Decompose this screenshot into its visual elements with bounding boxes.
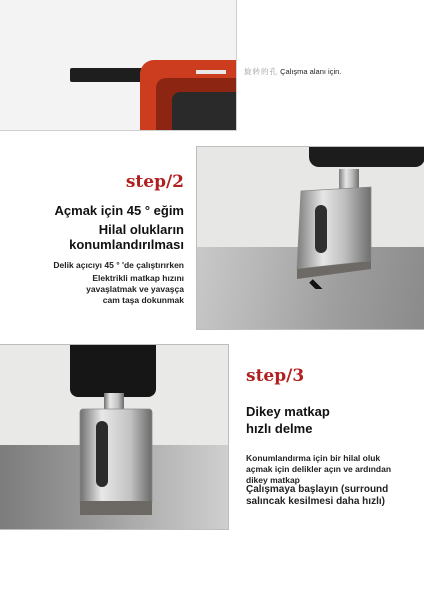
- step1-note-text: Çalışma alanı için.: [280, 67, 342, 76]
- step3-paragraph-2: [246, 484, 421, 508]
- step3-heading-2: hızlı delme: [246, 421, 313, 436]
- step2-photo: [196, 146, 424, 330]
- step2-paragraph-1: Delik açıcıyı 45 ° 'de çalıştırırken: [53, 260, 184, 270]
- drill-chuck: [309, 147, 424, 167]
- step2-title: step/2: [125, 172, 184, 192]
- step2-paragraph-2-line-3: cam taşa dokunmak: [102, 295, 184, 305]
- step2-paragraph-2-line-2: yavaşlatmak ve yavaşça: [86, 284, 184, 294]
- step3-paragraph-1-line-1: Konumlandırma için bir hilal oluk: [246, 453, 381, 463]
- hole-saw-bit-angled: [267, 169, 377, 289]
- step2-heading-2: Hilal olukların: [98, 222, 184, 237]
- step2-paragraph-2: [86, 273, 184, 306]
- step1-note-faded: 旋转的孔: [244, 67, 278, 76]
- step3-paragraph-2-line-2: salıncak kesilmesi daha hızlı): [246, 496, 385, 507]
- step1-photo: [0, 0, 237, 131]
- step1-note: [244, 66, 341, 77]
- step3-heading-1: Dikey matkap: [246, 404, 330, 419]
- step2-heading-3: konumlandırılması: [69, 237, 184, 252]
- step3-paragraph-1-line-3: dikey matkap: [246, 475, 300, 485]
- step3-paragraph-1: [246, 453, 416, 486]
- step3-paragraph-2-line-1: Çalışmaya başlayın (surround: [246, 484, 389, 495]
- step2-heading-1: Açmak için 45 ° eğim: [54, 203, 184, 218]
- step3-paragraph-1-line-2: açmak için delikler açın ve ardından: [246, 464, 392, 474]
- drill-highlight: [196, 70, 226, 74]
- drill-chuck: [70, 345, 156, 397]
- step3-title: step/3: [246, 366, 305, 386]
- step2-paragraph-2-line-1: Elektrikli matkap hızını: [92, 273, 184, 283]
- drill-grip: [172, 92, 236, 130]
- step3-photo: [0, 344, 229, 530]
- hole-saw-bit-vertical: [76, 393, 156, 519]
